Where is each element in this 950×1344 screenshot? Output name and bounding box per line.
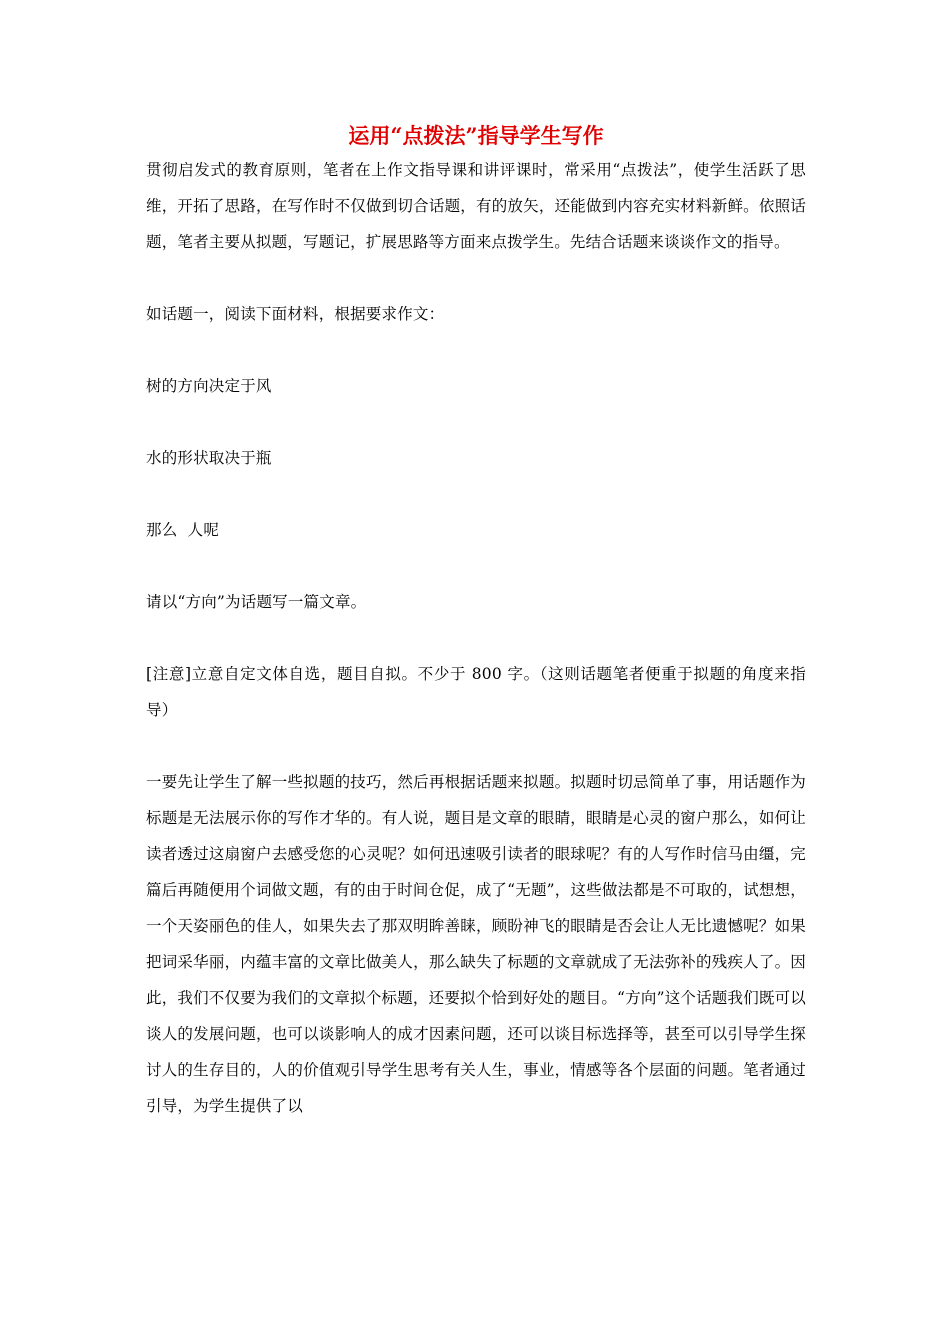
paragraph-guidance: 一要先让学生了解一些拟题的技巧，然后再根据话题来拟题。拟题时切忌简单了事，用话题作为标题是无法展示你的写作才华的。有人说，题目是文章的眼睛，眼睛是心灵的窗户那么，如何让读者透过这扇窗户去感受您的心灵呢？如何迅速吸引读者的眼球呢？有的人写作时信马由缰，完篇后再随便用个词做文题，有的由于时间仓促，成了“无题”，这些做法都是不可取的，试想想，一个天姿丽色的佳人，如果失去了那双明眸善睐，顾盼神飞的眼睛是否会让人无比遗憾呢？如果把词采华丽，内蕴丰富的文章比做美人，那么缺失了标题的文章就成了无法弥补的残疾人了。因此，我们不仅要为我们的文章拟个标题，还要拟个恰到好处的题目。“方向”这个话题我们既可以谈人的发展问题，也可以谈影响人的成才因素问题，还可以谈目标选择等，甚至可以引导学生探讨人的生存目的，人的价值观引导学生思考有关人生，事业，情感等各个层面的问题。笔者通过引导，为学生提供了以 [146, 773, 806, 1115]
paragraph-notice: [注意]立意自定文体自选，题目自拟。不少于 800 字。（这则话题笔者便重于拟题的角度来指导） [146, 665, 806, 719]
document-title: 运用“点拨法”指导学生写作 [348, 123, 604, 148]
paragraph-task: 请以“方向”为话题写一篇文章。 [146, 593, 367, 611]
paragraph-topic-one: 如话题一，阅读下面材料，根据要求作文： [146, 305, 445, 323]
document-page [146, 120, 806, 1124]
paragraph-material-line-3: 那么 人呢 [146, 521, 220, 539]
paragraph-material-line-1: 树的方向决定于风 [146, 377, 272, 395]
paragraph-material-line-2: 水的形状取决于瓶 [146, 449, 272, 467]
paragraph-intro: 贯彻启发式的教育原则，笔者在上作文指导课和讲评课时，常采用“点拨法”，使学生活跃了思维，开拓了思路，在写作时不仅做到切合话题，有的放矢，还能做到内容充实材料新鲜。依照话题，笔者主要从拟题，写题记，扩展思路等方面来点拨学生。先结合话题来谈谈作文的指导。 [146, 161, 806, 251]
